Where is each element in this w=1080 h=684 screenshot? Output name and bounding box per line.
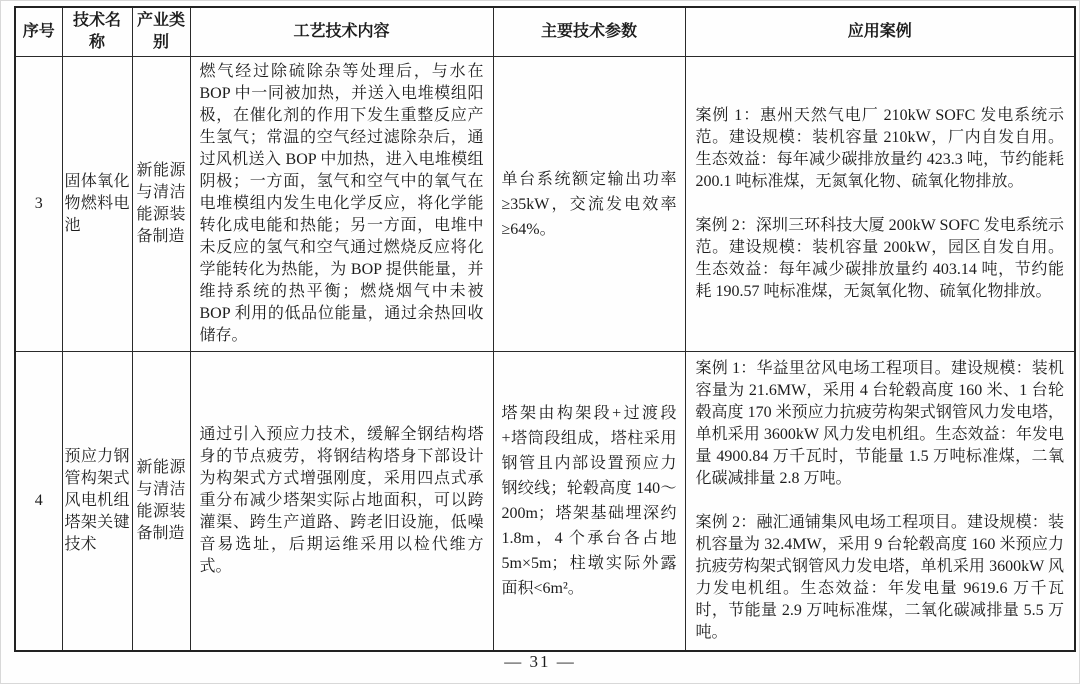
header-industry-category: 产业类别 [132,7,190,57]
header-seq: 序号 [15,7,62,57]
header-application-cases: 应用案例 [685,7,1075,57]
cell-main-params [493,352,685,652]
cell-industry-category: 新能源与清洁能源装备制造 [132,57,190,352]
cell-process-content [190,57,493,352]
case-paragraph: 案例 2：融汇通铺集风电场工程项目。建设规模：装机容量为 32.4MW，采用 9 台轮毂高度 160 米预应力抗疲劳构架式钢管风力发电塔，单机采用 3600kW 风力发电机组。生态效益：年发电量 9619.6 万千瓦时，节能量 2.9 万吨标准煤，二氧化碳减排量 5.5 万吨。 [695,514,1064,641]
cell-application-cases [685,352,1075,652]
process-text: 通过引入预应力技术，缓解全钢结构塔身的节点疲劳，将钢结构塔身下部设计为构架式方式增强刚度，采用四点式承重分布减少塔架实际占地面积，可以跨灌渠、跨生产道路、跨老旧设施，低噪音易选址，后期运维采用以检代维方式。 [199,426,484,575]
table-row [15,57,1075,352]
table-row [15,352,1075,652]
cell-seq: 4 [15,352,62,652]
cell-main-params [493,57,685,352]
case-paragraph: 案例 1：惠州天然气电厂 210kW SOFC 发电系统示范。建设规模：装机容量 210kW，厂内自发自用。生态效益：每年减少碳排放量约 423.3 吨，节约能耗 200.1 吨标准煤，无氮氧化物、硫氧化物排放。 [695,107,1064,190]
cell-tech-name: 预应力钢管构架式风电机组塔架关键技术 [62,352,132,652]
case-paragraph: 案例 1：华益里岔风电场工程项目。建设规模：装机容量为 21.6MW，采用 4 台轮毂高度 160 米、1 台轮毂高度 170 米预应力抗疲劳构架式钢管风力发电塔，单机采用 3600kW 风力发电机组。生态效益：年发电量 4900.84 万千瓦时，节能量 1.5 万吨标准煤，二氧化碳减排量 2.8 万吨。 [695,360,1064,487]
params-text: 单台系统额定输出功率≥35kW，交流发电效率≥64%。 [501,170,677,238]
technology-catalog-table [14,6,1076,652]
cell-seq: 3 [15,57,62,352]
cell-application-cases [685,57,1075,352]
header-process-content: 工艺技术内容 [190,7,493,57]
page-number: — 31 — [504,652,576,671]
header-row [15,7,1075,57]
case-paragraph: 案例 2：深圳三环科技大厦 200kW SOFC 发电系统示范。建设规模：装机容量 200kW，园区自发自用。生态效益：每年减少碳排放量约 403.14 吨，节约能耗 190.57 吨标准煤，无氮氧化物、硫氧化物排放。 [695,217,1064,300]
cell-tech-name: 固体氧化物燃料电池 [62,57,132,352]
header-main-params: 主要技术参数 [493,7,685,57]
cell-industry-category: 新能源与清洁能源装备制造 [132,352,190,652]
header-tech-name: 技术名称 [62,7,132,57]
cell-process-content [190,352,493,652]
params-text: 塔架由构架段+过渡段+塔筒段组成，塔柱采用钢管且内部设置预应力钢绞线；轮毂高度 140～200m；塔架基础埋深约 1.8m，4 个承台各占地 5m×5m；柱墩实际外露面积<6m²。 [501,405,677,597]
process-text: 燃气经过除硫除杂等处理后，与水在 BOP 中一同被加热，并送入电堆模组阳极，在催化剂的作用下发生重整反应产生氢气；常温的空气经过滤除杂后，通过风机送入 BOP 中加热，进入电堆模组阴极；一方面，氢气和空气中的氧气在电堆模组内发生电化学反应，将化学能转化成电能和热能；另一方面，电堆中未反应的氢气和空气通过燃烧反应将化学能转化为热能，为 BOP 提供能量，并维持系统的热平衡；燃烧烟气中未被 BOP 利用的低品位能量，通过余热回收储存。 [199,63,484,344]
